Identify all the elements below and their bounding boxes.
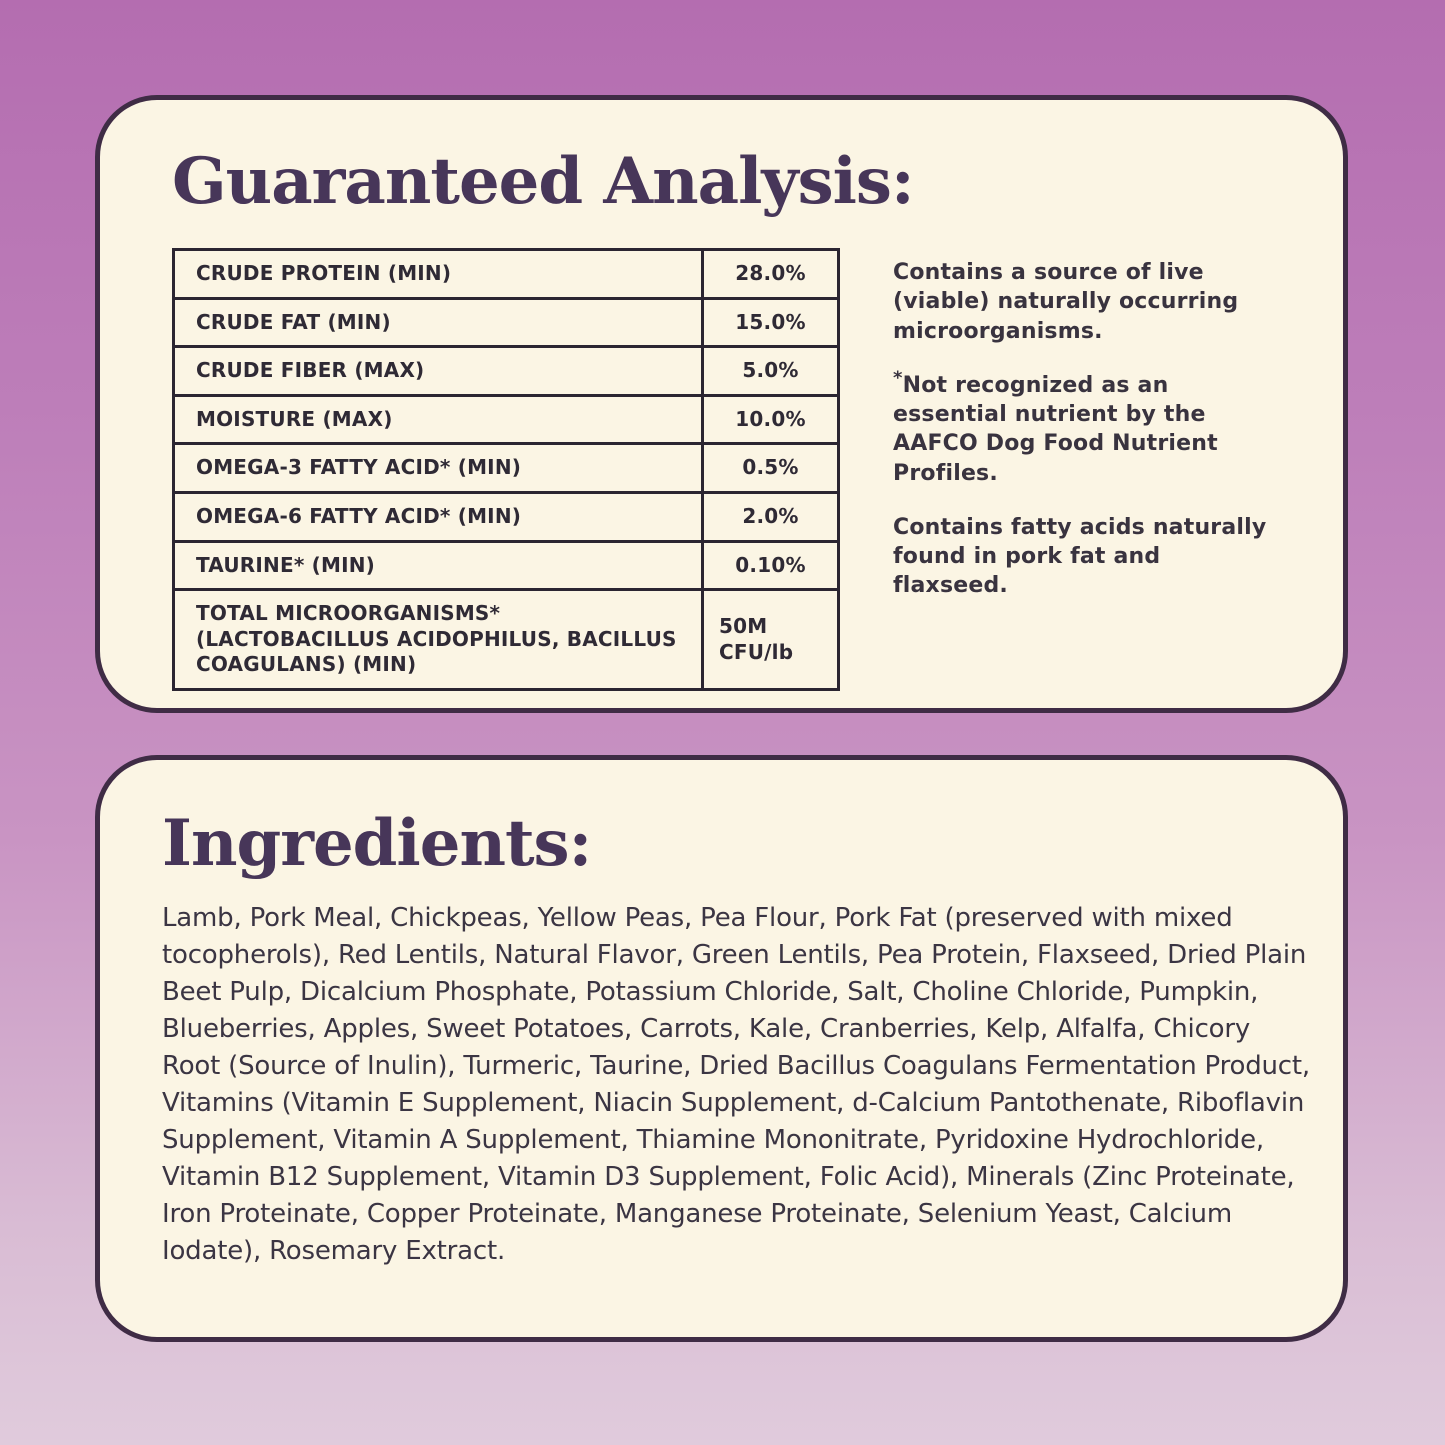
table-row — [174, 395, 839, 444]
table-row — [174, 541, 839, 590]
nutrient-label: CRUDE PROTEIN (MIN) — [174, 250, 703, 299]
nutrient-value: 10.0% — [703, 395, 839, 444]
guaranteed-analysis-title: Guaranteed Analysis: — [172, 144, 914, 219]
guaranteed-analysis-card — [95, 95, 1348, 713]
nutrient-label: CRUDE FIBER (MAX) — [174, 347, 703, 396]
note-paragraph — [893, 513, 1275, 601]
nutrient-label: CRUDE FAT (MIN) — [174, 298, 703, 347]
table-row — [174, 492, 839, 541]
nutrient-value: 0.10% — [703, 541, 839, 590]
table-row — [174, 590, 839, 690]
note-paragraph — [893, 258, 1275, 346]
nutrient-label: MOISTURE (MAX) — [174, 395, 703, 444]
table-row — [174, 250, 839, 299]
table-row — [174, 298, 839, 347]
ingredients-card — [95, 755, 1348, 1342]
ingredients-title: Ingredients: — [162, 806, 592, 881]
nutrient-value: 0.5% — [703, 444, 839, 493]
note-text: Contains fatty acids naturally found in pork fat and flaxseed. — [893, 514, 1267, 599]
nutrient-value: 5.0% — [703, 347, 839, 396]
table-row — [174, 444, 839, 493]
nutrient-label: TAURINE* (MIN) — [174, 541, 703, 590]
nutrient-label: TOTAL MICROORGANISMS* (LACTOBACILLUS ACIDOPHILUS, BACILLUS COAGULANS) (MIN) — [174, 590, 703, 690]
table-row — [174, 347, 839, 396]
nutrient-value: 50M CFU/lb — [703, 590, 839, 690]
ingredients-list: Lamb, Pork Meal, Chickpeas, Yellow Peas, Pea Flour, Pork Fat (preserved with mixed tocopherols), Red Lentils, Natural Flavor, Green Lentils, Pea Protein, Flaxseed, Dried Plain Beet Pulp, Dicalcium Phosphate, Potassium Chloride, Salt, Choline Chloride, Pumpkin, Blueberries, Apples, Sweet Potatoes, Carrots, Kale, Cranberries, Kelp, Alfalfa, Chicory Root (Source of Inulin), Turmeric, Taurine, Dried Bacillus Coagulans Fermentation Product, Vitamins (Vitamin E Supplement, Niacin Supplement, d-Calcium Pantothenate, Riboflavin Supplement, Vitamin A Supplement, Thiamine Mononitrate, Pyridoxine Hydrochloride, Vitamin B12 Supplement, Vitamin D3 Supplement, Folic Acid), Minerals (Zinc Proteinate, Iron Proteinate, Copper Proteinate, Manganese Proteinate, Selenium Yeast, Calcium Iodate), Rosemary Extract. — [162, 903, 1310, 1266]
nutrient-label: OMEGA-3 FATTY ACID* (MIN) — [174, 444, 703, 493]
nutrient-value: 15.0% — [703, 298, 839, 347]
guaranteed-analysis-table — [172, 248, 840, 691]
analysis-notes — [893, 258, 1275, 626]
note-paragraph — [893, 367, 1275, 488]
note-text: Not recognized as an essential nutrient by the AAFCO Dog Food Nutrient Profiles. — [893, 372, 1218, 486]
nutrient-value: 28.0% — [703, 250, 839, 299]
nutrient-value: 2.0% — [703, 492, 839, 541]
note-text: Contains a source of live (viable) naturally occurring microorganisms. — [893, 260, 1239, 344]
guaranteed-analysis-table-body — [174, 250, 839, 690]
footnote-asterisk: * — [893, 367, 903, 389]
nutrient-label: OMEGA-6 FATTY ACID* (MIN) — [174, 492, 703, 541]
